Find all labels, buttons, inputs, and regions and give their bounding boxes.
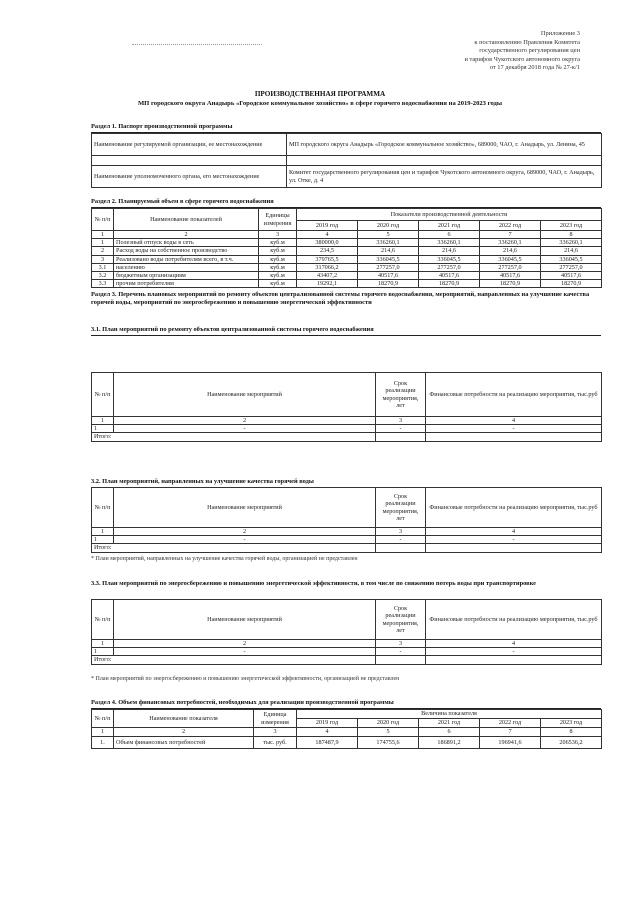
cell-name: населению <box>114 263 259 271</box>
cell-value: 336260,1 <box>358 239 419 247</box>
subsection33-heading: 3.3. План мероприятий по энергосбережению и повышению энергетической эффективности, в том числе по снижению потерь воды при транспортировке <box>91 580 536 587</box>
cell-unit: куб.м <box>259 272 297 280</box>
cell-value: 187487,9 <box>297 737 358 749</box>
total-label: Итого: <box>92 433 376 441</box>
cell-name: Объем финансовых потребностей <box>114 737 254 749</box>
colnum: 8 <box>541 728 602 737</box>
col-no: № п/п <box>92 373 114 417</box>
plan-table-33 <box>91 599 602 665</box>
col-unit: Единица измерения <box>254 710 297 728</box>
colnum: 6 <box>419 728 480 737</box>
cell-no: 3 <box>92 255 114 263</box>
cell-no: 1. <box>92 737 114 749</box>
cell-no: 1 <box>92 239 114 247</box>
appendix-line: к постановлению Правления Комитета <box>474 38 580 46</box>
cell-unit: куб.м <box>259 255 297 263</box>
section3-heading: Раздел 3. Перечень плановых мероприятий по ремонту объектов централизованной системы горячего водоснабжения, мероприятий, направленных на улучшение качества горячей воды, мероприятий по энергосбережению и повышению энергетической эффективности <box>91 291 590 306</box>
cell-name: Расход воды на собственное производство <box>114 247 259 255</box>
cell-name: бюджетным организациям <box>114 272 259 280</box>
section2-heading: Раздел 2. Планируемый объем в сфере горячего водоснабжения <box>91 198 601 208</box>
col-name: Наименование показателей <box>114 209 259 231</box>
col-year: 2023 год <box>541 719 602 728</box>
cell-value: 336260,1 <box>480 239 541 247</box>
col-no: № п/п <box>92 710 114 728</box>
cell-value: 380000,0 <box>297 239 358 247</box>
col-name: Наименование мероприятий <box>114 373 376 417</box>
cell-value: 196941,6 <box>480 737 541 749</box>
cell-value: 18270,9 <box>358 280 419 288</box>
plan-table-31 <box>91 372 602 442</box>
cell-value: 336045,5 <box>541 255 602 263</box>
colnum: 2 <box>114 640 376 648</box>
cell-value: 18270,9 <box>419 280 480 288</box>
signature-line <box>132 44 262 45</box>
colnum: 3 <box>376 417 426 425</box>
col-fin: Финансовые потребности на реализацию мероприятия, тыс.руб <box>426 488 602 528</box>
cell-no: 2 <box>92 247 114 255</box>
col-year: 2020 год <box>358 221 419 231</box>
col-year: 2023 год <box>541 221 602 231</box>
colnum: 3 <box>376 528 426 536</box>
table-row <box>92 263 602 271</box>
table-row <box>92 272 602 280</box>
col-name: Наименование показателя <box>114 710 254 728</box>
table-header-row <box>92 373 602 417</box>
cell-value: 277257,0 <box>480 263 541 271</box>
passport-label: Наименование уполномоченного органа, его местонахождение <box>92 166 287 188</box>
colnum: 6 <box>419 231 480 239</box>
col-term: Срок реализации мероприятия, лет <box>376 600 426 640</box>
colnum: 1 <box>92 528 114 536</box>
finance-table <box>91 709 602 749</box>
cell-name: прочим потребителям <box>114 280 259 288</box>
table-row <box>92 280 602 288</box>
colnum: 7 <box>480 231 541 239</box>
col-no: № п/п <box>92 209 114 231</box>
cell-value: 18270,9 <box>480 280 541 288</box>
cell-dash: - <box>114 648 376 656</box>
colnum: 4 <box>297 728 358 737</box>
cell-value: 336045,5 <box>419 255 480 263</box>
cell-unit: куб.м <box>259 263 297 271</box>
cell-value: 19292,1 <box>297 280 358 288</box>
col-fin: Финансовые потребности на реализацию мероприятия, тыс.руб <box>426 600 602 640</box>
cell-unit: куб.м <box>259 239 297 247</box>
table-total-row <box>92 656 602 664</box>
cell-value: 277257,0 <box>358 263 419 271</box>
cell-dash: - <box>426 648 602 656</box>
col-year: 2022 год <box>480 221 541 231</box>
cell-unit: куб.м <box>259 280 297 288</box>
col-group: Показатели производственной деятельности <box>297 209 602 221</box>
cell-value: 379765,5 <box>297 255 358 263</box>
cell-value: 206536,2 <box>541 737 602 749</box>
colnum: 2 <box>114 417 376 425</box>
table-row <box>92 134 602 156</box>
table-row <box>92 247 602 255</box>
table-row <box>92 239 602 247</box>
cell-value: 336045,5 <box>358 255 419 263</box>
cell-value: 277257,0 <box>541 263 602 271</box>
note-32: * План мероприятий, направленных на улучшение качества горячей воды, организацией не представлен <box>91 556 358 562</box>
cell-no: 1 <box>92 648 114 656</box>
col-fin: Финансовые потребности на реализацию мероприятия, тыс.руб <box>426 373 602 417</box>
cell-value: 214,6 <box>480 247 541 255</box>
passport-value: Комитет государственного регулирования цен и тарифов Чукотского автономного округа, 689000, ЧАО, г. Анадырь, ул. Отке, д. 4 <box>287 166 602 188</box>
col-term: Срок реализации мероприятия, лет <box>376 373 426 417</box>
colnum: 5 <box>358 728 419 737</box>
table-colnum-row <box>92 231 602 239</box>
passport-value: МП городского округа Анадырь «Городское коммунальное хозяйство», 689000, ЧАО, г. Анадырь, ул. Ленина, 45 <box>287 134 602 156</box>
table-row <box>92 166 602 188</box>
section1-heading: Раздел 1. Паспорт производственной программы <box>91 123 601 133</box>
cell-value: 40517,6 <box>541 272 602 280</box>
plan-table-32 <box>91 487 602 553</box>
cell-name: Полезный отпуск воды в сеть <box>114 239 259 247</box>
colnum: 5 <box>358 231 419 239</box>
col-no: № п/п <box>92 488 114 528</box>
cell-value: 234,5 <box>297 247 358 255</box>
appendix-line: государственного регулирования цен <box>479 47 580 55</box>
section4-heading: Раздел 4. Объем финансовых потребностей, необходимых для реализации производственной программы <box>91 699 601 709</box>
col-name: Наименование мероприятий <box>114 488 376 528</box>
colnum: 4 <box>426 528 602 536</box>
cell-no: 3.1 <box>92 263 114 271</box>
colnum: 2 <box>114 528 376 536</box>
passport-label: Наименование регулируемой организации, ее местонахождение <box>92 134 287 156</box>
cell-dash: - <box>376 425 426 433</box>
colnum: 2 <box>114 728 254 737</box>
col-no: № п/п <box>92 600 114 640</box>
colnum: 4 <box>426 640 602 648</box>
table-row <box>92 648 602 656</box>
cell-dash: - <box>376 648 426 656</box>
total-label: Итого: <box>92 656 376 664</box>
colnum: 4 <box>297 231 358 239</box>
cell-value: 174755,6 <box>358 737 419 749</box>
cell-dash: - <box>376 536 426 544</box>
note-33: * План мероприятий по энергосбережению и повышению энергетической эффективности, организацией не представлен <box>91 676 400 682</box>
table-header-row <box>92 209 602 221</box>
cell-dash: - <box>114 536 376 544</box>
colnum: 4 <box>426 417 602 425</box>
table-row <box>92 536 602 544</box>
table-colnum-row <box>92 728 602 737</box>
program-title: ПРОИЗВОДСТВЕННАЯ ПРОГРАММА <box>254 90 386 98</box>
table-header-row <box>92 488 602 528</box>
colnum: 3 <box>376 640 426 648</box>
cell-value: 43407,2 <box>297 272 358 280</box>
cell-name: Реализовано воды потребителям всего, в т.ч. <box>114 255 259 263</box>
table-total-row <box>92 433 602 441</box>
col-year: 2019 год <box>297 719 358 728</box>
cell-value: 336260,1 <box>419 239 480 247</box>
volume-table <box>91 208 602 288</box>
col-year: 2019 год <box>297 221 358 231</box>
col-term: Срок реализации мероприятия, лет <box>376 488 426 528</box>
table-row <box>92 255 602 263</box>
appendix-block <box>360 30 580 73</box>
cell-value: 214,6 <box>541 247 602 255</box>
colnum: 1 <box>92 417 114 425</box>
cell-dash: - <box>426 536 602 544</box>
cell-no: 1 <box>92 425 114 433</box>
cell-dash: - <box>114 425 376 433</box>
col-year: 2022 год <box>480 719 541 728</box>
subsection32-heading: 3.2. План мероприятий, направленных на улучшение качества горячей воды <box>91 478 601 488</box>
table-header-row <box>92 710 602 719</box>
cell-no: 3.3 <box>92 280 114 288</box>
subsection31-heading: 3.1. План мероприятий по ремонту объектов централизованной системы горячего водоснабжения <box>91 326 601 336</box>
table-total-row <box>92 544 602 552</box>
colnum: 3 <box>259 231 297 239</box>
colnum: 1 <box>92 640 114 648</box>
table-header-row <box>92 600 602 640</box>
cell-value: 336260,1 <box>541 239 602 247</box>
cell-dash: - <box>426 425 602 433</box>
cell-value: 214,6 <box>419 247 480 255</box>
cell-value: 18270,9 <box>541 280 602 288</box>
table-colnum-row <box>92 640 602 648</box>
table-colnum-row <box>92 528 602 536</box>
cell-value: 277257,0 <box>419 263 480 271</box>
cell-no: 3.2 <box>92 272 114 280</box>
cell-value: 40517,6 <box>419 272 480 280</box>
table-colnum-row <box>92 417 602 425</box>
passport-table <box>91 133 602 188</box>
cell-value: 336045,5 <box>480 255 541 263</box>
col-year: 2020 год <box>358 719 419 728</box>
col-year: 2021 год <box>419 221 480 231</box>
cell-unit: куб.м <box>259 247 297 255</box>
table-row <box>92 425 602 433</box>
colnum: 1 <box>92 728 114 737</box>
table-row <box>92 737 602 749</box>
appendix-line: от 17 декабря 2018 года № 27-к/1 <box>489 64 580 72</box>
cell-value: 186891,2 <box>419 737 480 749</box>
col-name: Наименование мероприятий <box>114 600 376 640</box>
appendix-line: Приложение 3 <box>540 30 580 37</box>
col-year: 2021 год <box>419 719 480 728</box>
col-group: Величина показателя <box>297 710 602 719</box>
colnum: 3 <box>254 728 297 737</box>
table-row <box>92 156 602 166</box>
appendix-line: и тарифов Чукотского автономного округа <box>464 55 580 63</box>
colnum: 7 <box>480 728 541 737</box>
colnum: 1 <box>92 231 114 239</box>
col-unit: Единицы измерения <box>259 209 297 231</box>
cell-value: 40517,6 <box>358 272 419 280</box>
colnum: 2 <box>114 231 259 239</box>
cell-value: 317066,2 <box>297 263 358 271</box>
total-label: Итого: <box>92 544 376 552</box>
cell-no: 1 <box>92 536 114 544</box>
program-subtitle: МП городского округа Анадырь «Городское коммунальное хозяйство» в сфере горячего водоснабжения на 2019-2023 годы <box>137 100 503 107</box>
cell-value: 40517,6 <box>480 272 541 280</box>
cell-unit: тыс. руб. <box>254 737 297 749</box>
colnum: 8 <box>541 231 602 239</box>
cell-value: 214,6 <box>358 247 419 255</box>
